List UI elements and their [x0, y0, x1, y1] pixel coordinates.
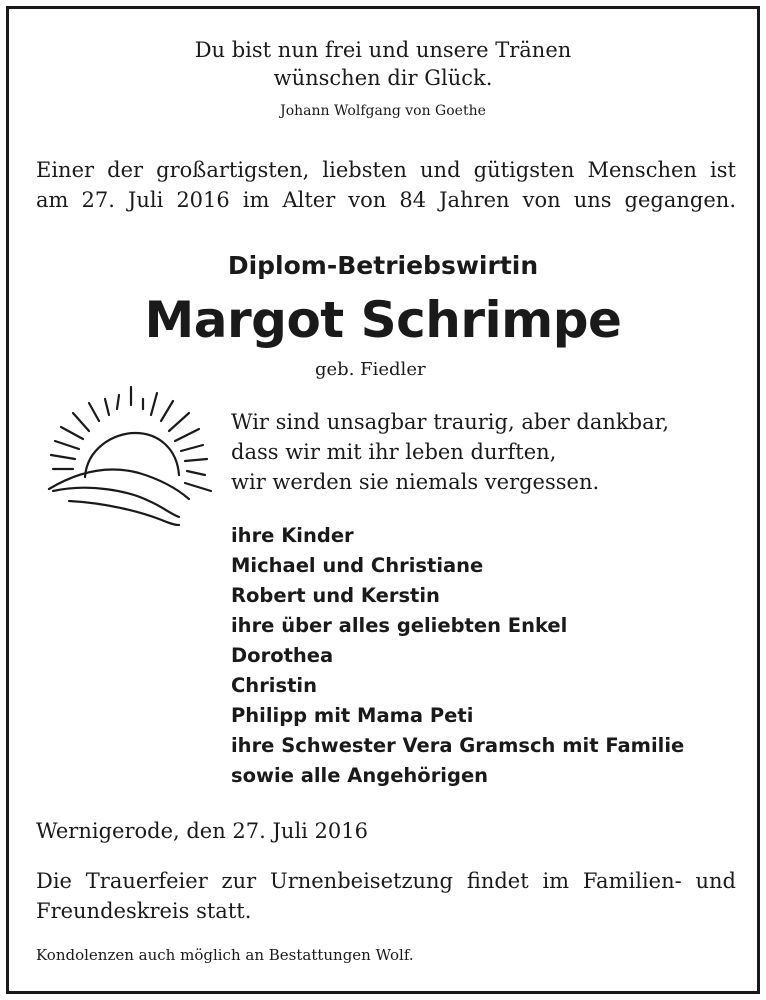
intro-text [36, 155, 736, 215]
verse-line-1: Wir sind unsagbar traurig, aber dankbar, [231, 410, 670, 434]
sunset-over-hills-icon [39, 379, 215, 527]
place-and-date: Wernigerode, den 27. Juli 2016 [36, 819, 368, 843]
mourner-line: Christin [231, 674, 317, 697]
mourner-line: ihre Schwester Vera Gramsch mit Familie [231, 734, 685, 757]
verse-line-2: dass wir mit ihr leben durften, [231, 440, 557, 464]
mourner-line: Philipp mit Mama Peti [231, 704, 474, 727]
quote-line-2: wünschen dir Glück. [273, 66, 493, 90]
ceremony-text [36, 866, 736, 926]
mourner-line: sowie alle Angehörigen [231, 764, 489, 787]
ceremony-line-1: Die Trauerfeier zur Urnenbeisetzung findet im Familien- und [36, 869, 736, 893]
intro-line-2: am 27. Juli 2016 im Alter von 84 Jahren von uns gegangen. [36, 188, 736, 212]
ceremony-line-2: Freundeskreis statt. [36, 899, 252, 923]
quote-line-1: Du bist nun frei und unsere Tränen [194, 38, 572, 62]
deceased-birth-name: geb. Fiedler [315, 359, 426, 380]
mourner-line: ihre über alles geliebten Enkel [231, 614, 568, 637]
mourner-line: Dorothea [231, 644, 334, 667]
intro-line-1: Einer der großartigsten, liebsten und gütigsten Menschen ist [36, 158, 736, 182]
obituary-notice [6, 6, 760, 994]
verse-line-3: wir werden sie niemals vergessen. [231, 470, 600, 494]
deceased-name: Margot Schrimpe [144, 291, 622, 349]
mourner-line: ihre Kinder [231, 524, 354, 547]
mourner-line: Robert und Kerstin [231, 584, 440, 607]
condolences-note: Kondolenzen auch möglich an Bestattungen Wolf. [36, 946, 414, 964]
deceased-title: Diplom-Betriebswirtin [227, 251, 539, 280]
quote-author: Johann Wolfgang von Goethe [280, 103, 486, 119]
mourner-line: Michael und Christiane [231, 554, 484, 577]
